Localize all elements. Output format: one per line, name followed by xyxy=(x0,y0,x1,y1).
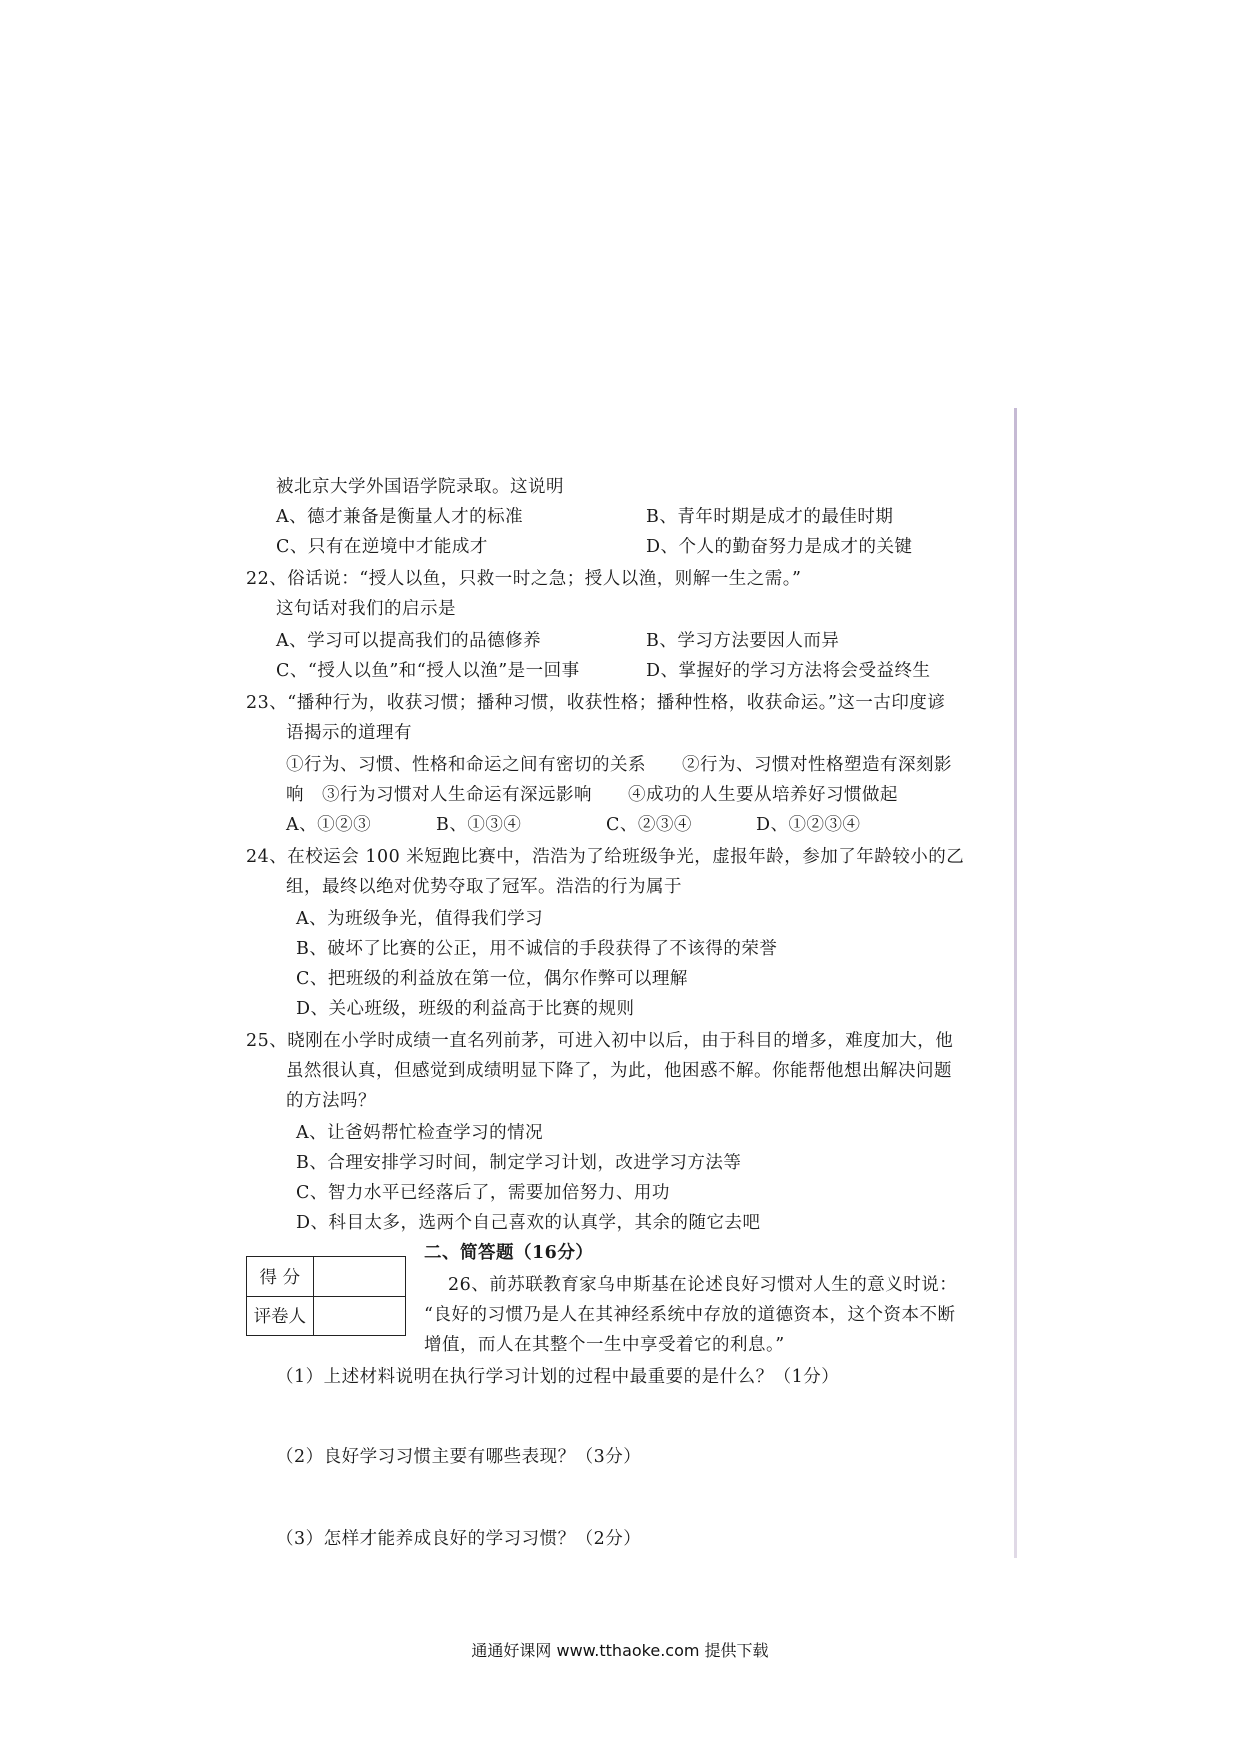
q24-option-b: B、破坏了比赛的公正，用不诚信的手段获得了不该得的荣誉 xyxy=(296,939,778,959)
q21-option-b: B、青年时期是成才的最佳时期 xyxy=(646,507,894,527)
q24-option-a: A、为班级争光，值得我们学习 xyxy=(296,909,544,929)
q24-stem: 24、在校运会 100 米短跑比赛中，浩浩为了给班级争光，虚报年龄，参加了年龄较小的乙 xyxy=(246,847,965,867)
q23-option-d: D、①②③④ xyxy=(756,815,861,835)
section-2-heading: 二、简答题（16分） xyxy=(424,1243,594,1263)
q21-option-a: A、德才兼备是衡量人才的标准 xyxy=(276,507,524,527)
grader-cell xyxy=(313,1296,405,1336)
score-cell xyxy=(313,1257,405,1297)
score-box xyxy=(246,1256,406,1336)
q23-stem: 23、“播种行为，收获习惯；播种习惯，收获性格；播种性格，收获命运。”这一古印度谚 xyxy=(246,693,946,713)
q22-stem: 22、俗话说：“授人以鱼，只救一时之急；授人以渔，则解一生之需。” xyxy=(246,569,802,589)
score-label: 得 分 xyxy=(247,1257,314,1297)
q26-sub-question-2: （2）良好学习习惯主要有哪些表现？（3分） xyxy=(276,1447,642,1467)
footer-watermark: 通通好课网 www.tthaoke.com 提供下载 xyxy=(471,1641,769,1660)
q22-option-d: D、掌握好的学习方法将会受益终生 xyxy=(646,661,931,681)
q22-option-b: B、学习方法要因人而异 xyxy=(646,631,840,651)
q24-stem-2: 组，最终以绝对优势夺取了冠军。浩浩的行为属于 xyxy=(286,877,682,897)
q24-option-c: C、把班级的利益放在第一位，偶尔作弊可以理解 xyxy=(296,969,688,989)
q23-stem-2: 语揭示的道理有 xyxy=(286,723,412,743)
q22-option-c: C、“授人以鱼”和“授人以渔”是一回事 xyxy=(276,661,580,681)
scan-edge xyxy=(1014,408,1017,1558)
q25-option-b: B、合理安排学习时间，制定学习计划，改进学习方法等 xyxy=(296,1153,742,1173)
q24-option-d: D、关心班级，班级的利益高于比赛的规则 xyxy=(296,999,635,1019)
q26-quote-line-2: 增值，而人在其整个一生中享受着它的利息。” xyxy=(424,1335,785,1355)
q25-stem: 25、晓刚在小学时成绩一直名列前茅，可进入初中以后，由于科目的增多，难度加大，他 xyxy=(246,1031,954,1051)
q23-option-c: C、②③④ xyxy=(606,815,692,835)
q22-stem-2: 这句话对我们的启示是 xyxy=(276,599,456,619)
q25-option-c: C、智力水平已经落后了，需要加倍努力、用功 xyxy=(296,1183,670,1203)
q26-quote-line-1: “良好的习惯乃是人在其神经系统中存放的道德资本，这个资本不断 xyxy=(424,1305,956,1325)
q25-option-a: A、让爸妈帮忙检查学习的情况 xyxy=(296,1123,544,1143)
q26-sub-question-3: （3）怎样才能养成良好的学习习惯？（2分） xyxy=(276,1529,642,1549)
q23-option-b: B、①③④ xyxy=(436,815,522,835)
q21-stem: 被北京大学外国语学院录取。这说明 xyxy=(276,477,564,497)
q25-stem-3: 的方法吗？ xyxy=(286,1091,376,1111)
q23-items-line-1: ①行为、习惯、性格和命运之间有密切的关系 ②行为、习惯对性格塑造有深刻影 xyxy=(286,755,952,775)
q25-option-d: D、科目太多，选两个自己喜欢的认真学，其余的随它去吧 xyxy=(296,1213,761,1233)
q21-option-c: C、只有在逆境中才能成才 xyxy=(276,537,488,557)
q26-sub-question-1: （1）上述材料说明在执行学习计划的过程中最重要的是什么？（1分） xyxy=(276,1367,840,1387)
q23-items-line-2: 响 ③行为习惯对人生命运有深远影响 ④成功的人生要从培养好习惯做起 xyxy=(286,785,898,805)
q21-option-d: D、个人的勤奋努力是成才的关键 xyxy=(646,537,913,557)
q26-stem: 26、前苏联教育家乌申斯基在论述良好习惯对人生的意义时说： xyxy=(448,1275,958,1295)
q22-option-a: A、学习可以提高我们的品德修养 xyxy=(276,631,542,651)
q25-stem-2: 虽然很认真，但感觉到成绩明显下降了，为此，他困惑不解。你能帮他想出解决问题 xyxy=(286,1061,952,1081)
q23-option-a: A、①②③ xyxy=(286,815,372,835)
grader-label: 评卷人 xyxy=(247,1296,314,1336)
